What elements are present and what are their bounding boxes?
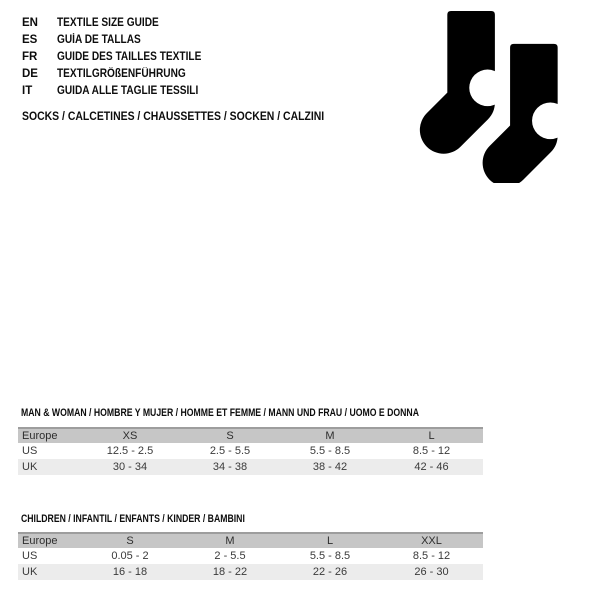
language-row [22,83,221,100]
column-header-size: L [326,535,334,547]
language-label: GUÍA DE TALLAS [57,34,141,46]
size-cell: 2.5 - 5.5 [209,445,251,457]
table-row-uk [18,564,483,580]
language-label: GUIDE DES TAILLES TEXTILE [57,51,202,63]
column-header-size: XS [122,430,138,442]
size-cell: 8.5 - 12 [412,550,451,562]
language-row [22,32,221,49]
size-cell: 2 - 5.5 [214,550,246,562]
size-cell: 30 - 34 [112,461,148,473]
language-label: TEXTILGRÖßENFÜHRUNG [57,68,186,80]
language-row [22,15,221,32]
column-header-size: L [428,430,435,442]
column-header-size: M [325,430,335,442]
size-cell: 8.5 - 12 [412,445,451,457]
socks-icon [407,11,559,183]
adults-table-title: MAN & WOMAN / HOMBRE Y MUJER / HOMME ET FEMME / MANN UND FRAU / UOMO E DONNA [21,407,419,419]
table-row-uk [18,459,483,475]
column-header-region: Europe [22,430,58,442]
table-header-row [18,428,483,443]
size-cell: 0.05 - 2 [111,550,149,562]
size-table-adults [18,427,483,475]
size-cell: 18 - 22 [212,566,248,578]
size-cell: 5.5 - 8.5 [309,550,351,562]
language-code: DE [22,68,38,80]
children-table-title: CHILDREN / INFANTIL / ENFANTS / KINDER / BAMBINI [21,513,245,525]
column-header-size: S [226,430,234,442]
size-table-children [18,532,483,580]
size-cell: 5.5 - 8.5 [309,445,351,457]
column-header-size: S [126,535,134,547]
size-cell: 34 - 38 [212,461,248,473]
category-line: SOCKS / CALCETINES / CHAUSSETTES / SOCKEN / CALZINI [22,109,325,123]
table-row-us [18,443,483,459]
region-cell: UK [22,566,38,578]
size-cell: 16 - 18 [112,566,148,578]
column-header-region: Europe [22,535,58,547]
size-cell: 26 - 30 [414,566,449,578]
language-code: EN [22,17,38,29]
language-code: FR [22,51,38,63]
language-label: GUIDA ALLE TAGLIE TESSILI [57,85,199,97]
region-cell: US [22,445,38,457]
size-cell: 12.5 - 2.5 [106,445,154,457]
table-row-us [18,548,483,564]
column-header-size: M [225,535,235,547]
language-label: TEXTILE SIZE GUIDE [57,17,159,29]
region-cell: US [22,550,38,562]
language-code: IT [22,85,33,97]
language-row [22,49,221,66]
column-header-size: XXL [421,535,442,547]
language-row [22,66,221,83]
size-cell: 38 - 42 [312,461,348,473]
language-list [22,15,221,100]
size-cell: 42 - 46 [414,461,449,473]
size-cell: 22 - 26 [312,566,348,578]
language-code: ES [22,34,38,46]
region-cell: UK [22,461,38,473]
table-header-row [18,533,483,548]
